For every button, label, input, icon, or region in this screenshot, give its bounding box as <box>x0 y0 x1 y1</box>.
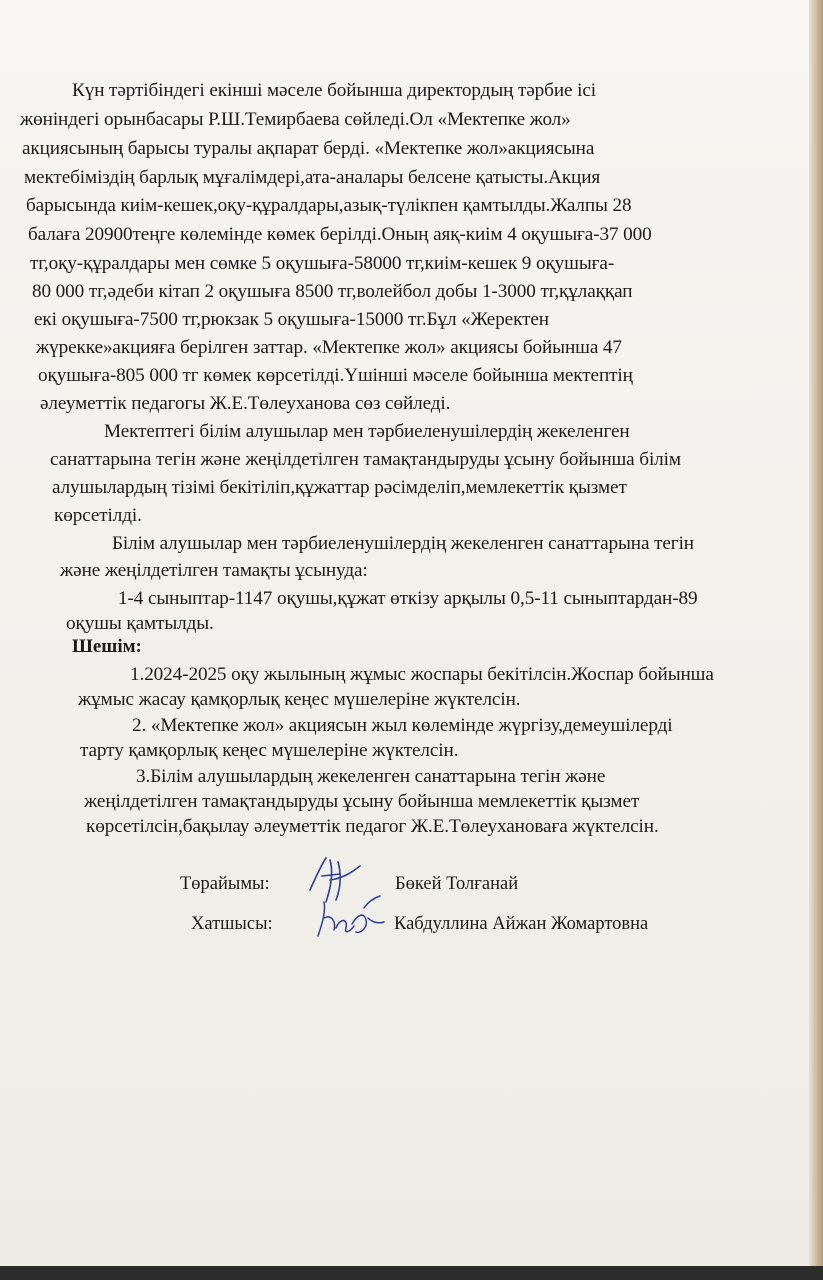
paragraph-2-line: Мектептегі білім алушылар мен тәрбиеленушілердің жекеленген <box>104 421 630 442</box>
paragraph-1-line: барысында киім-кешек,оқу-құралдары,азық-түлікпен қамтылды.Жалпы 28 <box>26 195 632 216</box>
paragraph-1-line: әлеуметтік педагогы Ж.Е.Төлеуханова сөз сөйледі. <box>40 393 451 414</box>
paragraph-1-line: мектебіміздің барлық мұғалімдері,ата-аналары белсене қатысты.Акция <box>24 167 601 188</box>
paragraph-1-line: тг,оқу-құралдары мен сөмке 5 оқушыға-58000 тг,киім-кешек 9 оқушыға- <box>30 253 615 274</box>
bottom-bar <box>0 1266 823 1280</box>
paragraph-1-line: 80 000 тг,әдеби кітап 2 оқушыға 8500 тг,волейбол добы 1-3000 тг,құлаққап <box>32 281 633 302</box>
paragraph-4-line: оқушы қамтылды. <box>66 613 214 634</box>
decision-1-line: 1.2024-2025 оқу жылының жұмыс жоспары бекітілсін.Жоспар бойынша <box>130 664 714 685</box>
decision-3-line: көрсетілсін,бақылау әлеуметтік педагог Ж.Е.Төлеухановаға жүктелсін. <box>86 816 659 837</box>
secretary-signature <box>308 888 388 948</box>
paragraph-3-line: Білім алушылар мен тәрбиеленушілердің жекеленген санаттарына тегін <box>112 533 694 554</box>
chair-label: Төрайымы: <box>180 874 270 894</box>
paragraph-2-line: көрсетілді. <box>54 505 142 526</box>
decision-3-line: 3.Білім алушылардың жекеленген санаттарына тегін және <box>136 766 606 787</box>
paragraph-2-line: алушылардың тізімі бекітіліп,құжаттар рәсімделіп,мемлекеттік қызмет <box>52 477 627 498</box>
decision-2-line: тарту қамқорлық кеңес мүшелеріне жүктелсін. <box>80 740 459 761</box>
paragraph-4-line: 1-4 сыныптар-1147 оқушы,құжат өткізу арқылы 0,5-11 сыныптардан-89 <box>118 588 698 609</box>
paragraph-1-line: оқушыға-805 000 тг көмек көрсетілді.Үшінші мәселе бойынша мектептің <box>38 365 633 386</box>
paragraph-1-line: балаға 20900теңге көлемінде көмек берілді.Оның аяқ-киім 4 оқушыға-37 000 <box>28 224 652 245</box>
paragraph-1-line: акциясының барысы туралы ақпарат берді. «Мектепке жол»акциясына <box>22 138 595 159</box>
paragraph-1-line: екі оқушыға-7500 тг,рюкзак 5 оқушыға-15000 тг.Бұл «Жеректен <box>34 309 549 330</box>
paragraph-3-line: және жеңілдетілген тамақты ұсынуда: <box>60 560 368 581</box>
decision-heading: Шешім: <box>72 636 142 657</box>
decision-3-line: жеңілдетілген тамақтандыруды ұсыну бойынша мемлекеттік қызмет <box>84 791 640 812</box>
paragraph-1-line: жөніндегі орынбасары Р.Ш.Темирбаева сөйледі.Ол «Мектепке жол» <box>20 109 571 130</box>
paragraph-1-line: жүрекке»акцияға берілген заттар. «Мектепке жол» акциясы бойынша 47 <box>36 337 622 358</box>
decision-1-line: жұмыс жасау қамқорлық кеңес мүшелеріне жүктелсін. <box>78 689 521 710</box>
secretary-name: Кабдуллина Айжан Жомартовна <box>394 914 649 934</box>
secretary-label: Хатшысы: <box>191 914 273 934</box>
page-edge-shadow <box>809 0 823 1268</box>
chair-name: Бөкей Толғанай <box>395 874 519 894</box>
decision-2-line: 2. «Мектепке жол» акциясын жыл көлемінде жүргізу,демеушілерді <box>132 715 673 736</box>
paragraph-1-line: Күн тәртібіндегі екінші мәселе бойынша директордың тәрбие ісі <box>72 80 596 101</box>
paragraph-2-line: санаттарына тегін және жеңілдетілген тамақтандыруды ұсыну бойынша білім <box>50 449 681 470</box>
